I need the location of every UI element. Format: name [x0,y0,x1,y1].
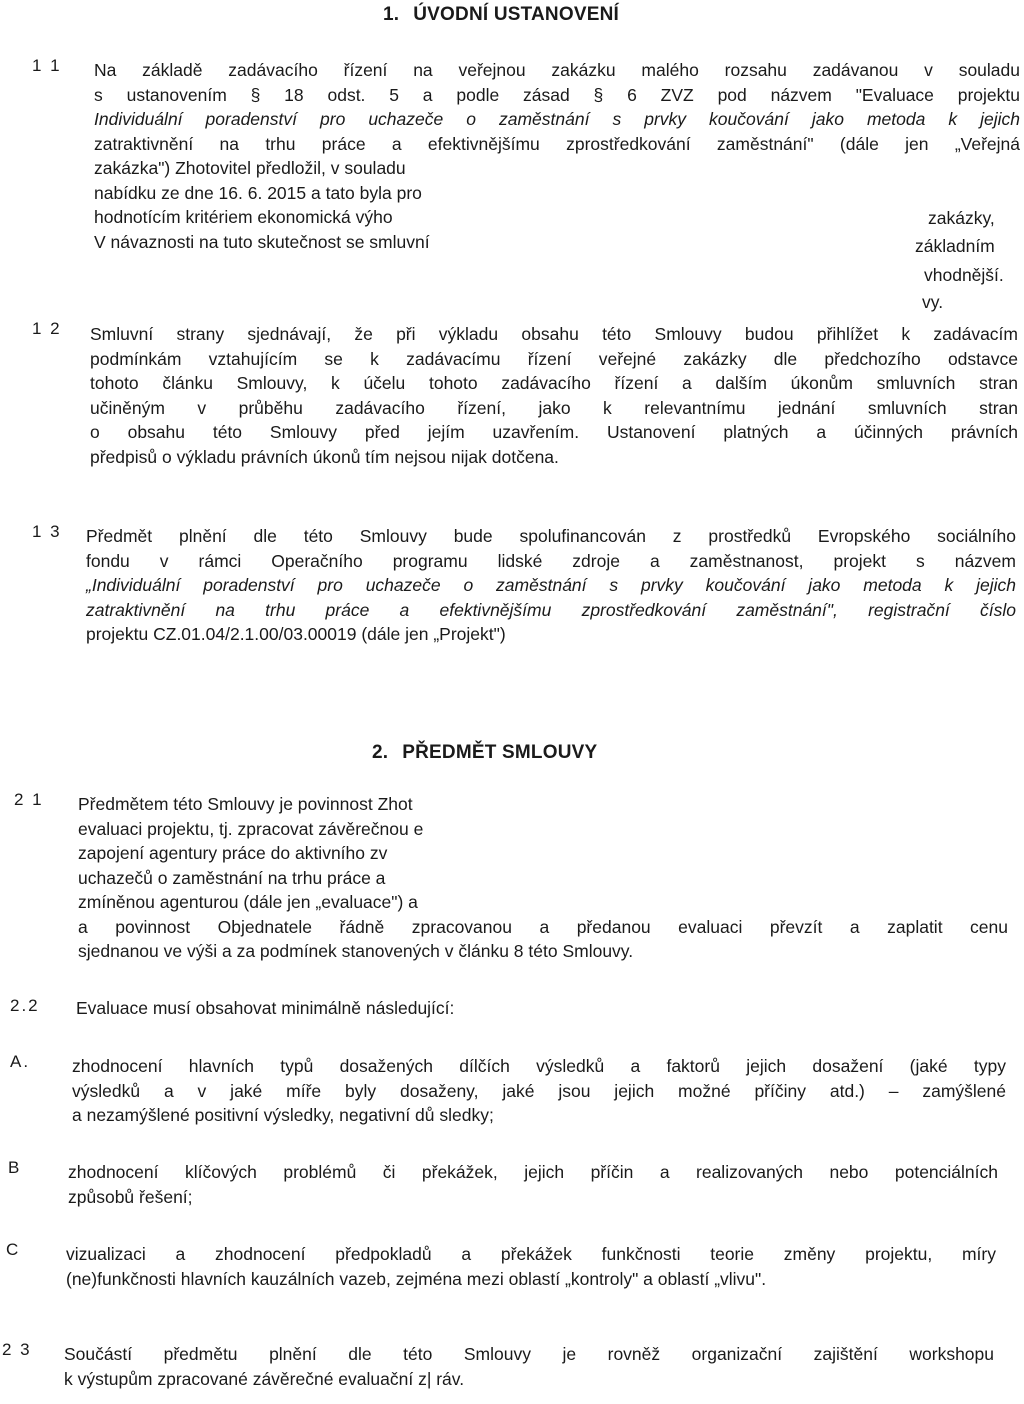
paragraph-line: vizualizaci a zhodnocení předpokladů a překážek funkčnosti teorie změny projektu, míry [66,1244,996,1264]
paragraph-line: Předmětem této Smlouvy je povinnost Zhot [78,794,413,814]
paragraph-line: Na základě zadávacího řízení na veřejnou zakázku malého rozsahu zadávanou v souladu [94,60,1020,80]
paragraph-line-italic: „Individuální poradenství pro uchazeče o zaměstnání s prvky koučování jako metoda k jejich [86,575,1016,595]
paragraph-line: zakázka") Zhotovitel předložil, v souladu [94,158,406,178]
list-marker: C [6,1240,21,1259]
paragraph-line: zmíněnou agenturou (dále jen „evaluace") a [78,892,418,912]
paragraph-line: tohoto článku Smlouvy, k účelu tohoto zadávacího řízení a dalším úkonům smluvních stran [90,373,1018,393]
paragraph-line: V návaznosti na tuto skutečnost se smluvní [94,231,430,252]
paragraph-line: zhodnocení hlavních typů dosažených dílčích výsledků a faktorů jejich dosažení (jaké typy [72,1056,1006,1076]
paragraph [64,1342,994,1391]
paragraph-line: k výstupům zpracované závěrečné evaluační z| ráv. [64,1368,465,1389]
paragraph-line: Evaluace musí obsahovat minimálně následující: [76,998,455,1018]
right-fragment: vhodnější. [924,265,1004,285]
paragraph-line: zatraktivnění na trhu práce a efektivnějšímu zprostředkování zaměstnání" (dále jen „Veřejná [94,133,1020,154]
paragraph-line: hodnotícím kritériem ekonomická výho [94,207,393,227]
paragraph-number: 2.2 [10,996,40,1015]
paragraph [78,792,1008,964]
paragraph-number: 1 3 [32,522,62,541]
paragraph-line: zhodnocení klíčových problémů či překážek, jejich příčin a realizovaných nebo potenciálních [68,1162,998,1182]
section-number: 1. [383,4,400,25]
paragraph-line: s ustanovením § 18 odst. 5 a podle zásad § 6 ZVZ pod názvem "Evaluace projektu [94,84,1020,105]
right-fragment: vy. [922,292,944,312]
paragraph [94,58,1020,254]
list-marker: A. [10,1052,31,1071]
paragraph-line-italic: Individuální poradenství pro uchazeče o zaměstnání s prvky koučování jako metoda k jejich [94,109,1020,129]
paragraph-line: učiněným v průběhu zadávacího řízení, jako k relevantnímu jednání smluvních stran [90,397,1018,418]
paragraph-line: uchazečů o zaměstnání na trhu práce a [78,867,386,888]
paragraph-line: evaluaci projektu, tj. zpracovat závěrečnou e [78,818,424,839]
paragraph [76,996,1006,1021]
paragraph-number: 2 3 [2,1340,32,1359]
list-item [68,1160,998,1209]
section-heading [372,742,597,764]
paragraph-line: Smluvní strany sjednávají, že při výkladu obsahu této Smlouvy budou přihlížet k zadávacím [90,324,1018,344]
paragraph-line-italic: zatraktivnění na trhu práce a efektivnějšímu zprostředkování zaměstnání", registrační číslo [86,599,1016,620]
paragraph [90,322,1018,469]
right-fragment: zakázky, [928,208,995,228]
paragraph-line: zapojení agentury práce do aktivního zv [78,843,388,863]
paragraph-line: projektu CZ.01.04/2.1.00/03.00019 (dále jen „Projekt") [86,624,506,644]
paragraph-line: nabídku ze dne 16. 6. 2015 a tato byla pro [94,182,422,203]
paragraph-line: Součástí předmětu plnění dle této Smlouvy je rovněž organizační zajištění workshopu [64,1344,994,1364]
paragraph-number: 2 1 [14,790,44,809]
section-title: ÚVODNÍ USTANOVENÍ [413,4,619,25]
paragraph-line: Předmět plnění dle této Smlouvy bude spolufinancován z prostředků Evropského sociálního [86,526,1016,546]
section-heading [383,4,619,26]
paragraph-line: a povinnost Objednatele řádně zpracovanou a předanou evaluaci převzít a zaplatit cenu [78,916,1008,937]
section-number: 2. [372,742,389,763]
list-marker: B [8,1158,22,1177]
paragraph-line: a nezamýšlené positivní výsledky, negativní dů sledky; [72,1105,494,1125]
section-title: PŘEDMĚT SMLOUVY [402,742,598,763]
paragraph-line: podmínkám vztahujícím se k zadávacímu řízení veřejné zakázky dle předchozího odstavce [90,348,1018,369]
list-item [66,1242,996,1291]
paragraph-line: výsledků a v jaké míře byly dosaženy, jaké jsou jejich možné příčiny atd.) – zamýšlené [72,1080,1006,1101]
list-item [72,1054,1006,1128]
paragraph-line: (ne)funkčnosti hlavních kauzálních vazeb, zejména mezi oblastí „kontroly" a oblastí „vlivu". [66,1268,767,1289]
right-fragment: základním [915,236,995,256]
paragraph-line: fondu v rámci Operačního programu lidské zdroje a zaměstnanost, projekt s názvem [86,550,1016,571]
paragraph-number: 1 1 [32,56,62,75]
paragraph-number: 1 2 [32,319,62,338]
paragraph-line: způsobů řešení; [68,1186,193,1207]
paragraph [86,524,1016,647]
paragraph-line: předpisů o výkladu právních úkonů tím nejsou nijak dotčena. [90,446,559,467]
paragraph-line: sjednanou ve výši a za podmínek stanovených v článku 8 této Smlouvy. [78,941,634,961]
paragraph-line: o obsahu této Smlouvy před jejím uzavřením. Ustanovení platných a účinných právních [90,422,1018,442]
